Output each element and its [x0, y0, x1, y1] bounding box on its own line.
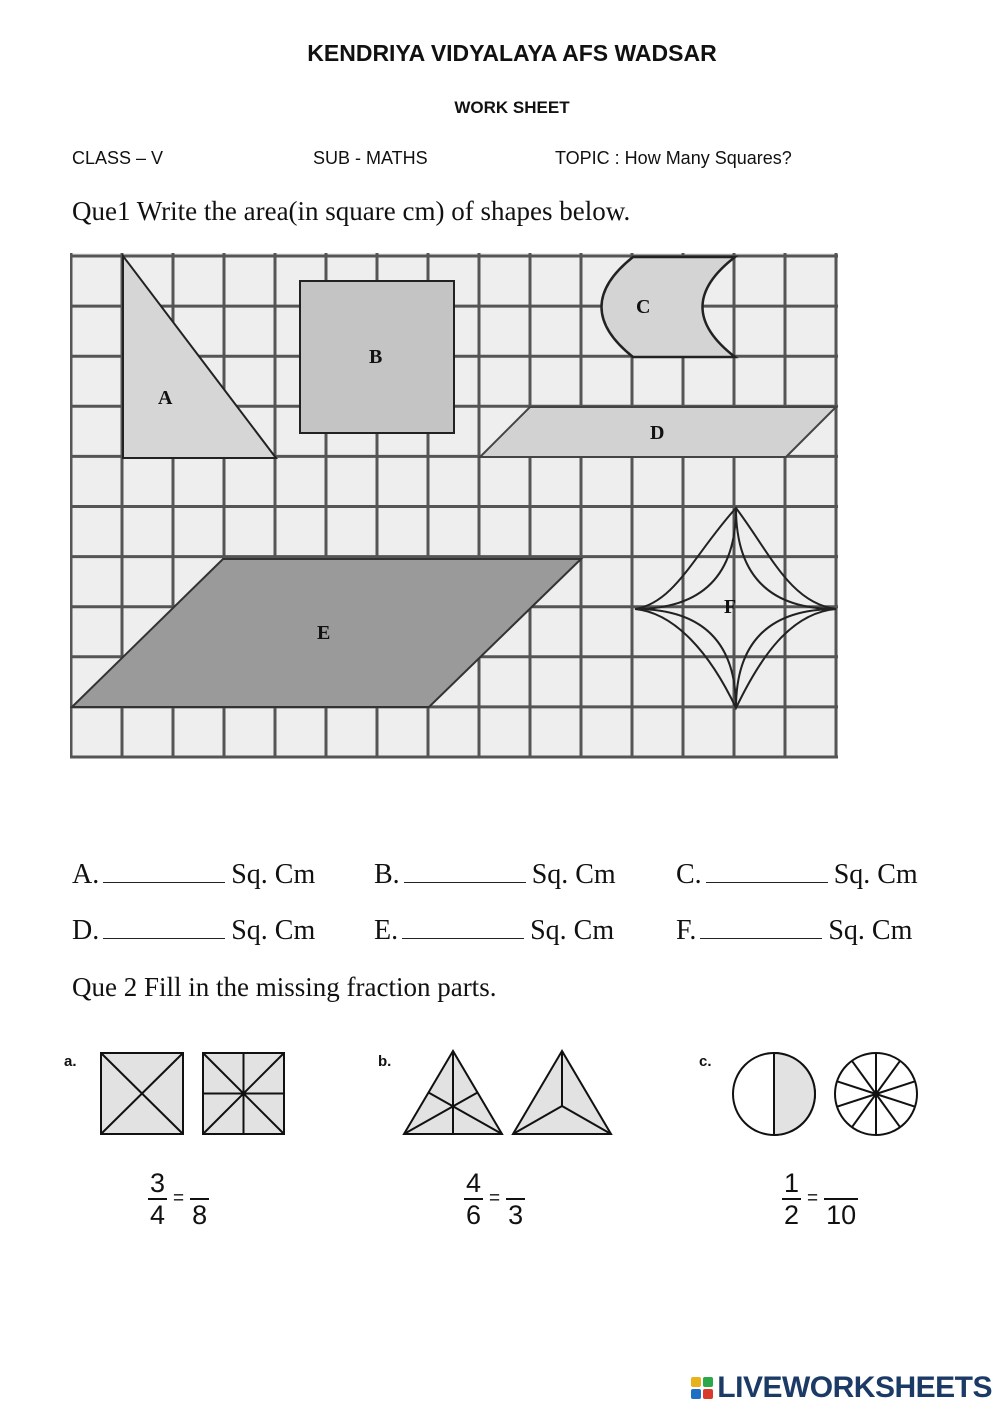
answer-c-input[interactable]	[706, 858, 828, 883]
part-c-label: c.	[699, 1053, 712, 1070]
answer-c: C. Sq. Cm	[676, 859, 918, 890]
logo-icon	[691, 1377, 713, 1399]
class-label: CLASS – V	[72, 148, 164, 168]
answer-a: A. Sq. Cm	[72, 859, 316, 890]
answer-b-input[interactable]	[404, 858, 526, 883]
answer-a-input[interactable]	[103, 858, 225, 883]
answer-f-input[interactable]	[700, 914, 822, 939]
topic-label: TOPIC : How Many Squares?	[555, 148, 792, 168]
fraction-a-input[interactable]	[190, 1168, 209, 1198]
answer-d-input[interactable]	[103, 914, 225, 939]
part-b-figures	[402, 1048, 614, 1138]
fraction-c-input[interactable]	[824, 1168, 858, 1198]
shape-label-c: C	[636, 296, 651, 318]
shape-label-f: F	[724, 596, 737, 618]
answer-e-input[interactable]	[402, 914, 524, 939]
part-a-label: a.	[64, 1053, 77, 1070]
shape-label-a: A	[158, 387, 173, 409]
school-title: KENDRIYA VIDYALAYA AFS WADSAR	[307, 40, 717, 66]
part-c-figures	[730, 1050, 920, 1138]
fraction-a: $\frac{3}{4}$ = 8	[150, 1168, 208, 1230]
fraction-c: $\frac{1}{2}$ = 10	[784, 1168, 857, 1230]
brand-text: LIVEWORKSHEETS	[717, 1371, 992, 1404]
question2-prompt: Que 2 Fill in the missing fraction parts.	[72, 972, 497, 1002]
part-a-figures	[100, 1050, 286, 1136]
fraction-b-input[interactable]	[506, 1168, 525, 1198]
subject-label: SUB - MATHS	[313, 148, 428, 168]
question1-prompt: Que1 Write the area(in square cm) of shapes below.	[72, 196, 631, 226]
shape-label-d: D	[650, 422, 665, 444]
fraction-b: $\frac{4}{6}$ = 3	[466, 1168, 524, 1230]
part-b-label: b.	[378, 1053, 392, 1070]
shape-label-e: E	[317, 622, 331, 644]
answer-e: E. Sq. Cm	[374, 915, 615, 946]
area-grid-figure	[70, 253, 840, 759]
answer-b: B. Sq. Cm	[374, 859, 616, 890]
answer-f: F. Sq. Cm	[676, 915, 913, 946]
worksheet-title: WORK SHEET	[454, 98, 570, 117]
liveworksheets-logo	[691, 1371, 992, 1405]
shape-label-b: B	[369, 346, 383, 368]
answer-d: D. Sq. Cm	[72, 915, 316, 946]
